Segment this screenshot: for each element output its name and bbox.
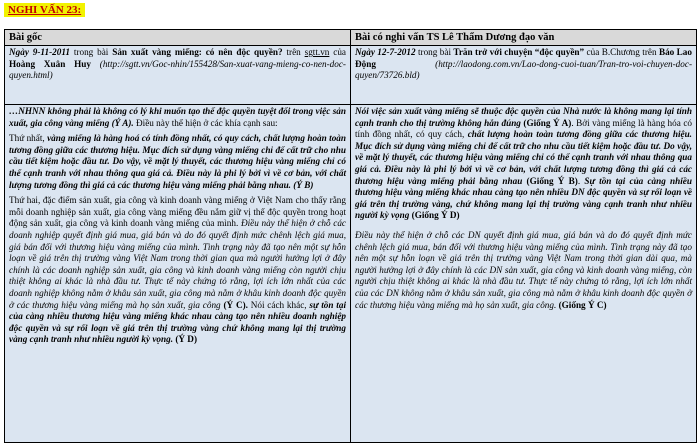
original-paragraph-3: Thứ hai, đặc điểm sản xuất, gia công và kinh doanh vàng miếng ở Việt Nam cho thấy rằng mỗi doanh nghiệp sản xuất, gia công vàng miếng đều nắm giữ vị thế độc quyền trong hoạt động sản xuất, gia công và kinh doanh vàng miếng của mình. Điều này thể hiện ở chỗ các doanh nghiệp quyết định giá mua, giá bán và do đó quyết định mức chênh lệch giá mua, giá bán đối với thương hiệu vàng miếng của mình. Tình trạng này đã tạo nên một sự hỗn loạn về giá trên thị trường vàng Việt Nam trong thời gian qua mà người hưởng lợi ở đây chính là các doanh nghiệp sản xuất, gia công và kinh doanh vàng miếng còn người chịu thiệt không ai khác là nhà đầu tư. Thực tế này chứng tỏ rằng, lợi ích lớn nhất của các doanh nghiệp không nằm ở khâu sản xuất, gia công mà nằm ở khâu kinh doanh độc quyền ở các thương hiệu vàng miếng mà họ sản xuất, gia công (Ý C). Nói cách khác, sự tồn tại của càng nhiều thương hiệu vàng miếng khác nhau càng tạo nên nhiều doanh nghiệp độc quyền và sự rối loạn về giá trên thị trường vàng chứ không mang lại thị trường vàng cạnh tranh như nhiều người kỳ vọng. (Ý D) <box>9 195 346 345</box>
suspected-title: Trăn trở với chuyện “độc quyền” <box>453 47 585 57</box>
original-paragraph-2: Thứ nhất, vàng miếng là hàng hoá có tính đồng nhất, có quy cách, chất lượng hoàn toàn tương đồng giữa các thương hiệu. Mục đích sử dụng vàng miếng chỉ để cất trữ cho nhu cầu tiết kiệm hoặc đầu tư. Do vậy, về mặt lý thuyết, các thương hiệu vàng miếng chỉ có thể cạnh tranh với nhau thông qua giá cả. Điều này là phi lý bởi vì về cơ bản, với chất lượng tương đồng thì giá cả các thương hiệu vàng miếng phải bằng nhau. (Ý B) <box>9 133 346 190</box>
suspected-date: Ngày 12-7-2012 <box>355 47 416 57</box>
original-author: Hoàng Xuân Huy <box>9 58 91 69</box>
original-text <box>5 105 351 443</box>
suspected-url[interactable]: (http://laodong.com.vn/Lao-dong-cuoi-tuan/Tran-tro-voi-chuyen-doc-quyen/73726.bld) <box>355 58 692 81</box>
body-row <box>5 105 697 443</box>
original-site-link[interactable]: sgtt.vn <box>304 47 330 57</box>
suspected-source: Ngày 12-7-2012 trong bài Trăn trở với chuyện “độc quyền” của B.Chương trên Báo Lao Động (http://laodong.com.vn/Lao-dong-cuoi-tuan/Tran-tro-voi-chuyen-doc-quyen/73726.bld) <box>351 46 697 105</box>
suspected-text <box>351 105 697 443</box>
suspected-paragraph-1: Nói việc sản xuất vàng miếng sẽ thuộc độc quyền của Nhà nước là không mang lại tính cạnh tranh cho thị trường không hẳn đúng (Giống Ý A). Bởi vàng miếng là hàng hóa có tính đồng nhất, có quy cách, chất lượng hoàn toàn tương đồng giữa các thương hiệu. Mục đích sử dụng vàng miếng chỉ để cất trữ cho nhu cầu tiết kiệm hoặc đầu tư. Do vậy, về mặt lý thuyết, các thương hiệu vàng miếng chỉ có thể cạnh tranh với nhau thông qua giá cả. Điều này là phi lý bởi vì về cơ bản, với chất lượng tương đồng thì giá cả các thương hiệu vàng miếng phải bằng nhau (Giống Ý B). Sự tồn tại của càng nhiều thương hiệu vàng miếng khác nhau càng tạo nên nhiều DN độc quyền và sự rối loạn về giá trên thị trường vàng, chứ không mang lại thị trường vàng cạnh tranh như nhiều người kỳ vọng (Giống Ý D) <box>355 106 692 221</box>
section-banner: NGHI VẤN 23: <box>4 3 85 17</box>
suspected-paragraph-2: Điều này thể hiện ở chỗ các DN quyết định giá mua, giá bán và do đó quyết định mức chênh lệch giá mua, bán đối với thương hiệu vàng miếng của mình. Tình trạng này đã tạo nên một sự hỗn loạn về giá trên thị trường vàng Việt Nam trong thời gian dài qua, mà người hưởng lợi ở đây chính là các DN sản xuất, gia công và kinh doanh vàng miếng, còn người chịu thiệt không ai khác là nhà đầu tư. Thực tế này chứng tỏ rằng, lợi ích lớn nhất của các DN không nằm ở khâu sản xuất, gia công mà nằm ở khâu kinh doanh độc quyền ở các thương hiệu vàng miếng mà họ sản xuất, gia công. (Giống Ý C) <box>355 229 692 310</box>
original-title: Sản xuất vàng miếng: có nên độc quyền? <box>112 47 283 57</box>
original-url[interactable]: (http://sgtt.vn/Goc-nhin/155428/San-xuat-vang-mieng-co-nen-doc-quyen.html) <box>9 58 346 81</box>
source-row <box>5 46 697 105</box>
original-source: Ngày 9-11-2011 trong bài Sản xuất vàng miếng: có nên độc quyền? trên sgtt.vn của Hoàng Xuân Huy (http://sgtt.vn/Goc-nhin/155428/San-xuat-vang-mieng-co-nen-doc-quyen.html) <box>5 46 351 105</box>
comparison-table <box>4 29 697 443</box>
header-suspected: Bài có nghi vấn TS Lê Thẩm Dương đạo văn <box>351 30 697 46</box>
header-original: Bài gốc <box>5 30 351 46</box>
original-paragraph-1: …NHNN không phải là không có lý khi muốn tạo thế độc quyền tuyệt đối trong việc sản xuất, gia công vàng miếng (Ý A). Điều này thể hiện ở các khía cạnh sau: <box>9 106 346 128</box>
header-row <box>5 30 697 46</box>
original-date: Ngày 9-11-2011 <box>9 47 71 57</box>
suspected-site: Báo Lao Động <box>355 47 692 69</box>
